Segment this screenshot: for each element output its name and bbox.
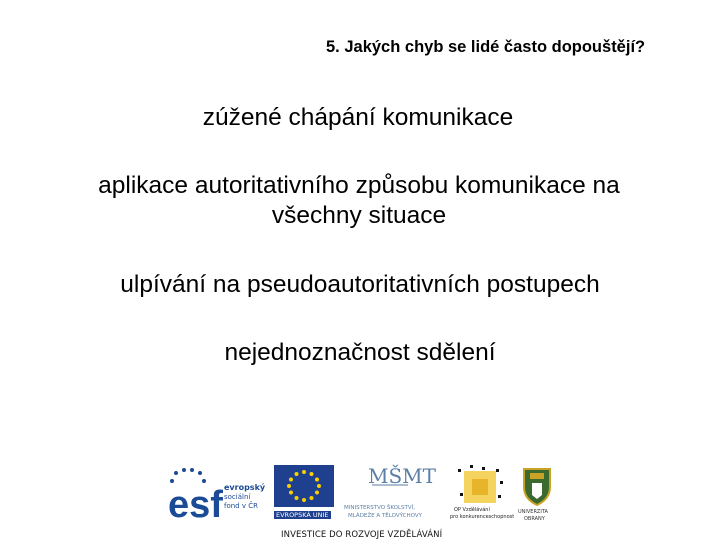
esf-line-2: sociální	[224, 493, 251, 501]
logo-strip	[166, 463, 556, 525]
esf-logo-graphic	[166, 465, 266, 521]
eu-flag-icon	[272, 465, 336, 509]
msmt-line-2: MLÁDEŽE A TĚLOVÝCHOVY	[348, 513, 422, 519]
op-vk-logo	[450, 463, 520, 523]
univerzita-obrany-logo	[518, 465, 556, 523]
eu-caption: EVROPSKÁ UNIE	[276, 511, 329, 519]
esf-logo	[166, 465, 266, 521]
msmt-mark-icon	[342, 463, 438, 503]
msmt-line-1: MINISTERSTVO ŠKOLSTVÍ,	[344, 505, 416, 511]
esf-mark: esf	[168, 484, 223, 521]
msmt-logo	[342, 463, 438, 523]
op-line-1: OP Vzdělávání	[454, 507, 490, 513]
eu-flag-logo	[272, 465, 336, 521]
bullet-item-line-1: aplikace autoritativního způsobu komunikace na	[98, 172, 620, 199]
funding-tagline: INVESTICE DO ROZVOJE VZDĚLÁVÁNÍ	[281, 530, 443, 540]
msmt-mark: MŠMT	[368, 464, 436, 488]
esf-line-1: evropský	[224, 483, 266, 492]
uo-line-2: OBRANY	[524, 516, 545, 522]
bullet-item-pseudoauthoritative: ulpívání na pseudoautoritativních postupech	[120, 271, 600, 298]
bullet-item-line-2: všechny situace	[271, 202, 447, 229]
op-line-2: pro konkurenceschopnost	[450, 514, 515, 520]
esf-line-3: fond v ČR	[224, 502, 258, 510]
bullet-item-narrow-understanding: zúžené chápání komunikace	[202, 104, 514, 131]
uo-line-1: UNIVERZITA	[518, 509, 548, 515]
uo-shield-icon	[518, 465, 556, 507]
slide-heading: 5. Jakých chyb se lidé často dopouštějí?	[326, 38, 646, 56]
op-vk-mark-icon	[450, 463, 520, 505]
bullet-item-authoritative-communication	[0, 171, 719, 231]
bullet-item-ambiguity: nejednoznačnost sdělení	[224, 339, 496, 366]
